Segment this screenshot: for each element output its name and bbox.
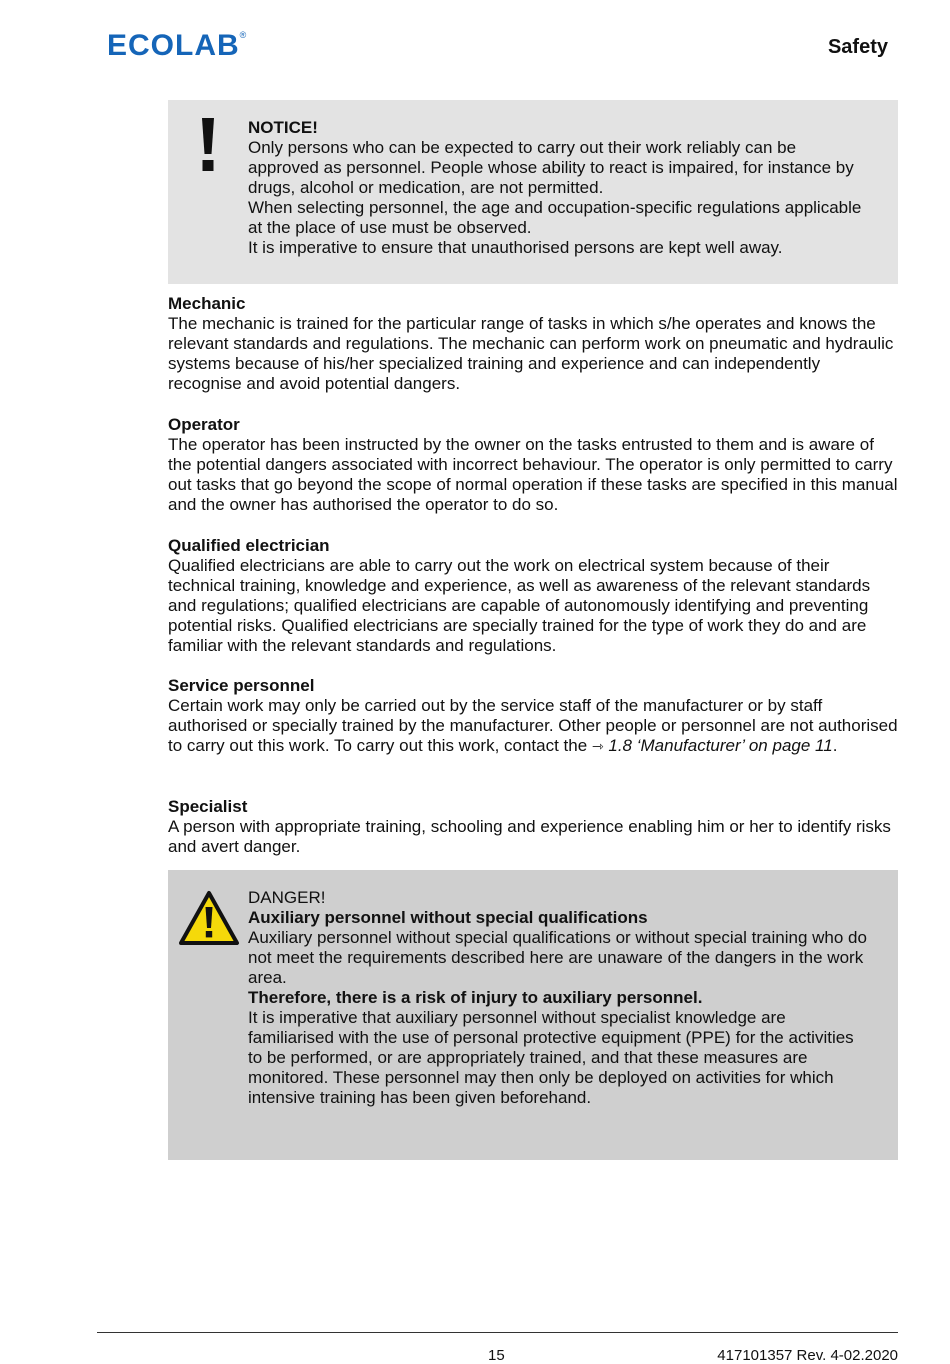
- notice-title: NOTICE!: [248, 118, 318, 137]
- section-text: [168, 696, 898, 756]
- manufacturer-link[interactable]: 1.8 ‘Manufacturer’ on page 11: [608, 736, 833, 755]
- page-number: 15: [488, 1347, 505, 1364]
- section-title: Safety: [827, 36, 888, 58]
- danger-consequence: Therefore, there is a risk of injury to auxiliary personnel.: [248, 988, 703, 1007]
- section-heading: Operator: [168, 415, 240, 434]
- section-text-body: Certain work may only be carried out by the service staff of the manufacturer or by staff authorised or specially trained by the manufacturer. Other people or personnel are not authorised to carry out this work. To carry out this work, contact the: [168, 696, 898, 755]
- cross-reference-arrow-icon: ⇾: [591, 738, 604, 754]
- section-text: Qualified electricians are able to carry out the work on electrical system because of their technical training, knowledge and experience, as well as awareness of the relevant standards and regulations; qualified electricians are capable of autonomously identifying and preventing potential risks. Qualified electricians are specially trained for the type of work they do and are familiar with the relevant standards and regulations.: [168, 556, 871, 655]
- section-text: The operator has been instructed by the owner on the tasks entrusted to them and is aware of the potential dangers associated with incorrect behaviour. The operator is only permitted to carry out tasks that go beyond the scope of normal operation if these tasks are specified in this manual and the owner has authorised the operator to do so.: [168, 435, 898, 514]
- section-mechanic: [168, 294, 898, 394]
- section-text-end: .: [832, 736, 838, 755]
- document-id: 417101357 Rev. 4-02.2020: [717, 1347, 898, 1364]
- section-text: A person with appropriate training, schooling and experience enabling him or her to identify risks and avert danger.: [168, 817, 891, 856]
- notice-paragraph: When selecting personnel, the age and occupation-specific regulations applicable at the place of use must be observed.: [248, 198, 862, 237]
- section-text: The mechanic is trained for the particular range of tasks in which s/he operates and knows the relevant standards and regulations. The mechanic can perform work on pneumatic and hydraulic systems because of his/her specialized training and experience and can independently recognise and avoid potential dangers.: [168, 314, 894, 393]
- notice-paragraph: Only persons who can be expected to carry out their work reliably can be approved as personnel. People whose ability to react is impaired, for instance by drugs, alcohol or medication, are not permitted.: [248, 138, 854, 197]
- section-qualified-electrician: [168, 536, 898, 656]
- danger-subtitle: Auxiliary personnel without special qualifications: [248, 908, 648, 927]
- section-specialist: [168, 797, 898, 857]
- section-service-personnel: [168, 676, 898, 756]
- section-heading: Qualified electrician: [168, 536, 330, 555]
- section-heading: Mechanic: [168, 294, 246, 313]
- danger-text: Auxiliary personnel without special qualifications or without special training who do not meet the requirements described here are unaware of the dangers in the work area.: [248, 928, 867, 987]
- section-operator: [168, 415, 898, 515]
- notice-content: [248, 118, 868, 258]
- ecolab-logo: [107, 30, 246, 62]
- danger-measure: It is imperative that auxiliary personnel without specialist knowledge are familiarised with the use of personal protective equipment (PPE) for the activities to be performed, or are appropriately trained, and that these measures are monitored. These personnel may then only be deployed on activities for which intensive training has been given beforehand.: [248, 1008, 854, 1107]
- notice-paragraph: It is imperative to ensure that unauthorised persons are kept well away.: [248, 238, 783, 257]
- danger-content: [248, 888, 868, 1108]
- warning-triangle-icon: [178, 890, 240, 946]
- exclamation-icon: [196, 116, 220, 172]
- footer-divider: [97, 1332, 898, 1333]
- danger-title: DANGER!: [248, 888, 326, 907]
- registered-mark: ®: [239, 30, 247, 40]
- section-heading: Specialist: [168, 797, 248, 816]
- section-heading: Service personnel: [168, 676, 315, 695]
- logo-text: ECOLAB: [107, 29, 240, 62]
